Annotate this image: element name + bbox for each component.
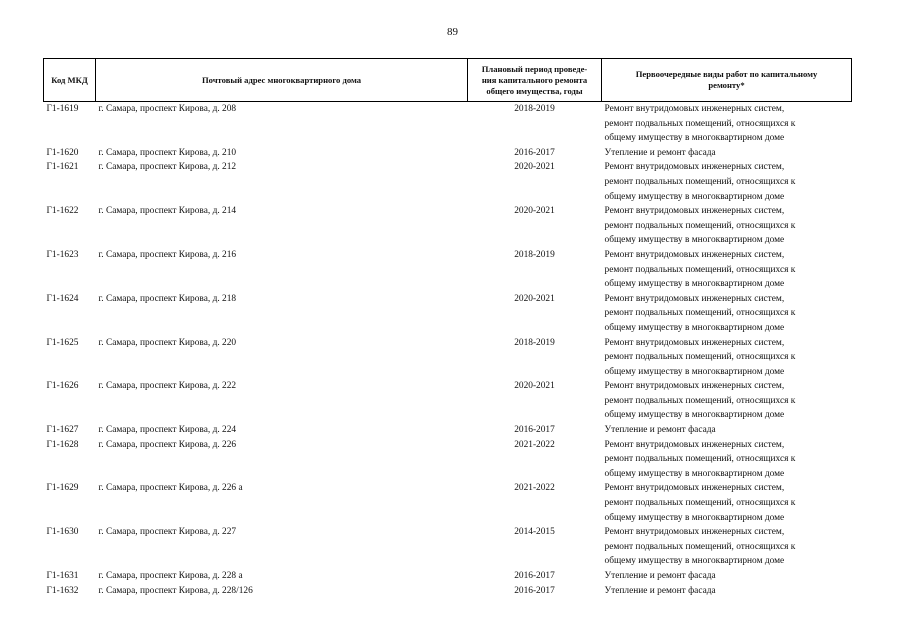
- row-period: 2018-2019: [514, 337, 555, 348]
- table-row: [44, 569, 852, 584]
- row-period: 2020-2021: [514, 206, 555, 217]
- row-works-line: Ремонт внутридомовых инженерных систем,: [604, 206, 785, 217]
- row-works: [602, 481, 852, 525]
- row-code: Г1-1625: [46, 337, 79, 348]
- row-period: 2021-2022: [514, 439, 555, 450]
- row-period: 2014-2015: [514, 527, 555, 538]
- row-works: [602, 379, 852, 423]
- table-row: [44, 146, 852, 161]
- row-works-line: общему имуществу в многоквартирном доме: [604, 191, 785, 202]
- row-works: [602, 438, 852, 482]
- row-code: Г1-1627: [46, 425, 79, 436]
- row-works-line: ремонт подвальных помещений, относящихся к: [604, 308, 796, 319]
- row-code: Г1-1619: [46, 104, 79, 114]
- row-works: [602, 102, 852, 146]
- row-works: [602, 204, 852, 248]
- repair-schedule-table: [43, 58, 852, 598]
- table-header: [44, 59, 852, 102]
- row-works-line: ремонт подвальных помещений, относящихся к: [604, 498, 796, 509]
- header-period-line: Плановый период проведе-: [481, 63, 588, 74]
- row-period: 2016-2017: [514, 425, 555, 436]
- row-works-line: Утепление и ремонт фасада: [604, 585, 716, 596]
- row-works-line: общему имуществу в многоквартирном доме: [604, 279, 785, 290]
- table-row: [44, 292, 852, 336]
- row-code: Г1-1626: [46, 381, 79, 392]
- row-works-line: ремонт подвальных помещений, относящихся к: [604, 541, 796, 552]
- row-works-line: общему имуществу в многоквартирном доме: [604, 468, 785, 479]
- row-works-line: ремонт подвальных помещений, относящихся к: [604, 352, 796, 363]
- row-works-line: Ремонт внутридомовых инженерных систем,: [604, 293, 785, 304]
- row-works-line: Ремонт внутридомовых инженерных систем,: [604, 104, 785, 114]
- row-works: [602, 584, 852, 599]
- row-works: [602, 248, 852, 292]
- row-code: Г1-1628: [46, 439, 79, 450]
- table-row: [44, 438, 852, 482]
- row-works: [602, 146, 852, 161]
- row-works-line: Ремонт внутридомовых инженерных систем,: [604, 162, 785, 173]
- row-works-line: общему имуществу в многоквартирном доме: [604, 512, 785, 523]
- header-works: [602, 59, 852, 102]
- row-works: [602, 160, 852, 204]
- row-works-line: Ремонт внутридомовых инженерных систем,: [604, 527, 785, 538]
- row-period: 2020-2021: [514, 381, 555, 392]
- row-address: г. Самара, проспект Кирова, д. 210: [98, 147, 237, 158]
- row-works: [602, 569, 852, 584]
- table-row: [44, 481, 852, 525]
- row-works-line: Ремонт внутридомовых инженерных систем,: [604, 381, 785, 392]
- row-works-line: ремонт подвальных помещений, относящихся к: [604, 395, 796, 406]
- row-address: г. Самара, проспект Кирова, д. 218: [98, 293, 237, 304]
- row-works-line: общему имуществу в многоквартирном доме: [604, 556, 785, 567]
- row-code: Г1-1632: [46, 585, 79, 596]
- row-works-line: ремонт подвальных помещений, относящихся к: [604, 454, 796, 465]
- row-works-line: Утепление и ремонт фасада: [604, 147, 716, 158]
- row-address: г. Самара, проспект Кирова, д. 220: [98, 337, 237, 348]
- row-code: Г1-1620: [46, 147, 79, 158]
- row-address: г. Самара, проспект Кирова, д. 216: [98, 249, 237, 260]
- row-code: Г1-1631: [46, 571, 79, 581]
- row-period: 2016-2017: [514, 585, 555, 596]
- row-code: Г1-1621: [46, 162, 79, 173]
- header-row: [44, 59, 852, 102]
- row-code: Г1-1623: [46, 249, 79, 260]
- header-works-line: ремонту*: [708, 80, 745, 90]
- table-row: [44, 160, 852, 204]
- page-number: 89: [447, 26, 458, 38]
- row-works-line: Ремонт внутридомовых инженерных систем,: [604, 337, 785, 348]
- row-code: Г1-1624: [46, 293, 79, 304]
- table-row: [44, 423, 852, 438]
- header-period-line: ния капитального ремонта: [481, 74, 588, 85]
- row-works-line: общему имуществу в многоквартирном доме: [604, 322, 785, 333]
- row-works-line: общему имуществу в многоквартирном доме: [604, 366, 785, 377]
- row-address: г. Самара, проспект Кирова, д. 222: [98, 381, 237, 392]
- table-row: [44, 204, 852, 248]
- row-works-line: Ремонт внутридомовых инженерных систем,: [604, 249, 785, 260]
- row-address: г. Самара, проспект Кирова, д. 208: [98, 104, 237, 114]
- table-row: [44, 584, 852, 599]
- row-works: [602, 292, 852, 336]
- row-period: 2018-2019: [514, 104, 555, 114]
- table-row: [44, 379, 852, 423]
- header-works-line: Первоочередные виды работ по капитальному: [635, 69, 818, 79]
- row-works-line: Утепление и ремонт фасада: [604, 425, 716, 436]
- row-works-line: ремонт подвальных помещений, относящихся к: [604, 176, 796, 187]
- header-period-line: общего имущества, годы: [486, 85, 583, 96]
- row-address: г. Самара, проспект Кирова, д. 227: [98, 527, 237, 538]
- table-row: [44, 336, 852, 380]
- row-works-line: Ремонт внутридомовых инженерных систем,: [604, 483, 785, 494]
- row-period: 2021-2022: [514, 483, 555, 494]
- row-works-line: общему имуществу в многоквартирном доме: [604, 235, 785, 246]
- row-works-line: общему имуществу в многоквартирном доме: [604, 133, 785, 144]
- row-address: г. Самара, проспект Кирова, д. 226: [98, 439, 237, 450]
- row-works-line: ремонт подвальных помещений, относящихся к: [604, 220, 796, 231]
- header-address: Почтовый адрес многоквартирного дома: [96, 59, 468, 102]
- table-row: [44, 248, 852, 292]
- row-period: 2020-2021: [514, 293, 555, 304]
- row-code: Г1-1629: [46, 483, 79, 494]
- table-row: [44, 525, 852, 569]
- row-works-line: ремонт подвальных помещений, относящихся к: [604, 118, 796, 129]
- row-address: г. Самара, проспект Кирова, д. 214: [98, 206, 237, 217]
- table-row: [44, 102, 852, 146]
- header-period: [468, 59, 602, 102]
- row-address: г. Самара, проспект Кирова, д. 228 а: [98, 571, 243, 581]
- row-works-line: Ремонт внутридомовых инженерных систем,: [604, 439, 785, 450]
- header-code: Код МКД: [44, 59, 96, 102]
- row-code: Г1-1630: [46, 527, 79, 538]
- row-works: [602, 336, 852, 380]
- row-works-line: общему имуществу в многоквартирном доме: [604, 410, 785, 421]
- row-period: 2016-2017: [514, 147, 555, 158]
- row-works-line: ремонт подвальных помещений, относящихся к: [604, 264, 796, 275]
- row-address: г. Самара, проспект Кирова, д. 226 а: [98, 483, 243, 494]
- row-period: 2016-2017: [514, 571, 555, 581]
- row-period: 2020-2021: [514, 162, 555, 173]
- row-works: [602, 423, 852, 438]
- row-works-line: Утепление и ремонт фасада: [604, 571, 716, 581]
- row-address: г. Самара, проспект Кирова, д. 228/126: [98, 585, 253, 596]
- row-period: 2018-2019: [514, 249, 555, 260]
- row-address: г. Самара, проспект Кирова, д. 224: [98, 425, 237, 436]
- row-code: Г1-1622: [46, 206, 79, 217]
- row-works: [602, 525, 852, 569]
- table-body: [44, 102, 852, 599]
- row-address: г. Самара, проспект Кирова, д. 212: [98, 162, 237, 173]
